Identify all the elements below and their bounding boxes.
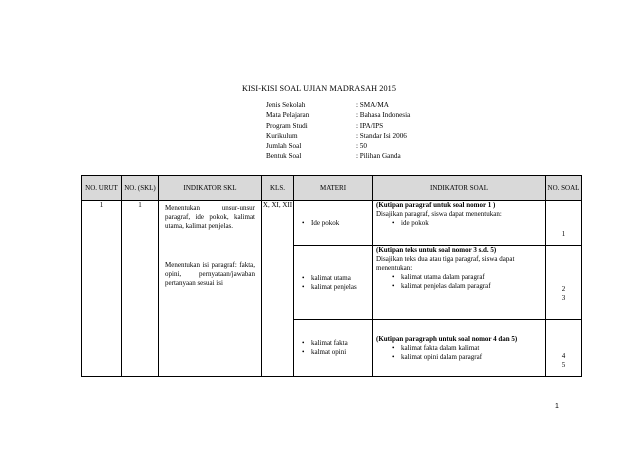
kisi-kisi-table — [81, 175, 582, 377]
list-item: • kalimat penjelas — [302, 282, 357, 291]
header-no-urut: NO. URUT — [82, 176, 122, 201]
indikator-soal-text: Disajikan teks dua atau tiga paragraf, siswa dapat menentukan: — [376, 255, 515, 272]
cell-materi — [294, 320, 373, 377]
cell-no-soal — [546, 320, 582, 377]
meta-key: Bentuk Soal — [266, 152, 302, 161]
meta-row — [266, 151, 410, 161]
header-materi: MATERI — [294, 176, 373, 201]
list-item: • kalimat opini dalam paragraf — [392, 352, 483, 361]
cell-indikator-soal — [373, 246, 546, 320]
meta-key: Jenis Sekolah — [266, 101, 306, 109]
header-indikator-skl: INDIKATOR SKL — [159, 176, 262, 201]
table-row — [82, 201, 582, 246]
no-soal-value: 3 — [561, 294, 566, 302]
meta-row — [266, 131, 410, 141]
cell-no-soal — [546, 201, 582, 246]
list-item: • ide pokok — [392, 219, 429, 227]
materi-item: kalimat fakta — [311, 339, 348, 347]
indikator-soal-text: Disajikan paragraf, siswa dapat menentukan: — [376, 210, 502, 218]
cell-indikator-soal — [373, 320, 546, 377]
cell-kls: X, XI, XII — [262, 201, 294, 377]
header-indikator-soal: INDIKATOR SOAL — [373, 176, 546, 201]
no-soal-value: 2 — [561, 285, 566, 293]
cell-no-skl: 1 — [122, 201, 159, 377]
document-meta — [266, 100, 410, 162]
meta-row — [266, 100, 410, 110]
list-item: • kalimat fakta dalam kalimat — [392, 343, 480, 352]
cell-indikator-soal — [373, 201, 546, 246]
indikator-soal-heading: (Kutipan teks untuk soal nomor 3 s.d. 5) — [376, 246, 497, 254]
list-item: • kalimat penjelas dalam paragraf — [392, 282, 491, 290]
header-no-soal: NO. SOAL — [546, 176, 582, 201]
meta-value: : Pilihan Ganda — [356, 152, 401, 161]
indikator-soal-item: kalimat penjelas dalam paragraf — [401, 282, 491, 290]
header-kls: KLS. — [262, 176, 294, 201]
list-item: • kalimat utama dalam paragraf — [392, 273, 485, 281]
cell-materi — [294, 201, 373, 246]
meta-key: Kurikulum — [266, 131, 298, 140]
materi-item: kalmat opini — [311, 348, 347, 356]
list-item: • kalimat fakta — [302, 339, 372, 348]
list-item: • Ide pokok — [302, 218, 340, 227]
meta-value: : SMA/MA — [356, 101, 389, 109]
meta-row — [266, 110, 410, 120]
meta-value: : 50 — [356, 142, 367, 151]
indikator-soal-item: kalimat fakta dalam kalimat — [401, 343, 480, 352]
meta-row — [266, 121, 410, 131]
table-header-row — [82, 176, 582, 201]
meta-value: : Bahasa Indonesia — [356, 111, 411, 120]
skl-text-1: Menentukan unsur-unsur paragraf, ide pokok, kalimat utama, kalimat penjelas. — [165, 204, 255, 230]
indikator-soal-item: kalimat opini dalam paragraf — [401, 352, 483, 361]
page-number: 1 — [555, 403, 559, 410]
skl-text-2: Menentukan isi paragraf: fakta, opini, pernyataan/jawaban pertanyaan sesuai isi — [165, 261, 255, 287]
indikator-soal-heading: (Kutipan paragraph untuk soal nomor 4 dan 5) — [376, 334, 518, 343]
meta-key: Program Studi — [266, 121, 308, 130]
materi-item: kalimat utama — [311, 273, 351, 282]
indikator-soal-heading: (Kutipan paragraf untuk soal nomor 1 ) — [376, 201, 496, 209]
no-soal-value: 5 — [561, 361, 566, 369]
cell-no-soal — [546, 246, 582, 320]
list-item: • kalmat opini — [302, 348, 372, 357]
cell-indikator-skl — [159, 201, 262, 377]
cell-no-urut: 1 — [82, 201, 122, 377]
cell-materi — [294, 246, 373, 320]
document-title: KISI-KISI SOAL UJIAN MADRASAH 2015 — [241, 84, 397, 93]
materi-item: kalimat penjelas — [311, 282, 357, 291]
meta-value: : IPA/IPS — [356, 121, 384, 130]
no-soal-value: 4 — [561, 352, 566, 360]
list-item: • kalimat utama — [302, 273, 351, 282]
materi-item: Ide pokok — [311, 218, 340, 227]
indikator-soal-item: kalimat utama dalam paragraf — [401, 273, 485, 281]
meta-row — [266, 141, 410, 151]
indikator-soal-item: ide pokok — [401, 219, 429, 227]
no-soal-value: 1 — [561, 230, 566, 238]
header-no-skl: NO. (SKL) — [122, 176, 159, 201]
meta-key: Mata Pelajaran — [266, 111, 310, 120]
meta-key: Jumlah Soal — [266, 142, 302, 151]
meta-value: : Standar Isi 2006 — [356, 131, 407, 140]
